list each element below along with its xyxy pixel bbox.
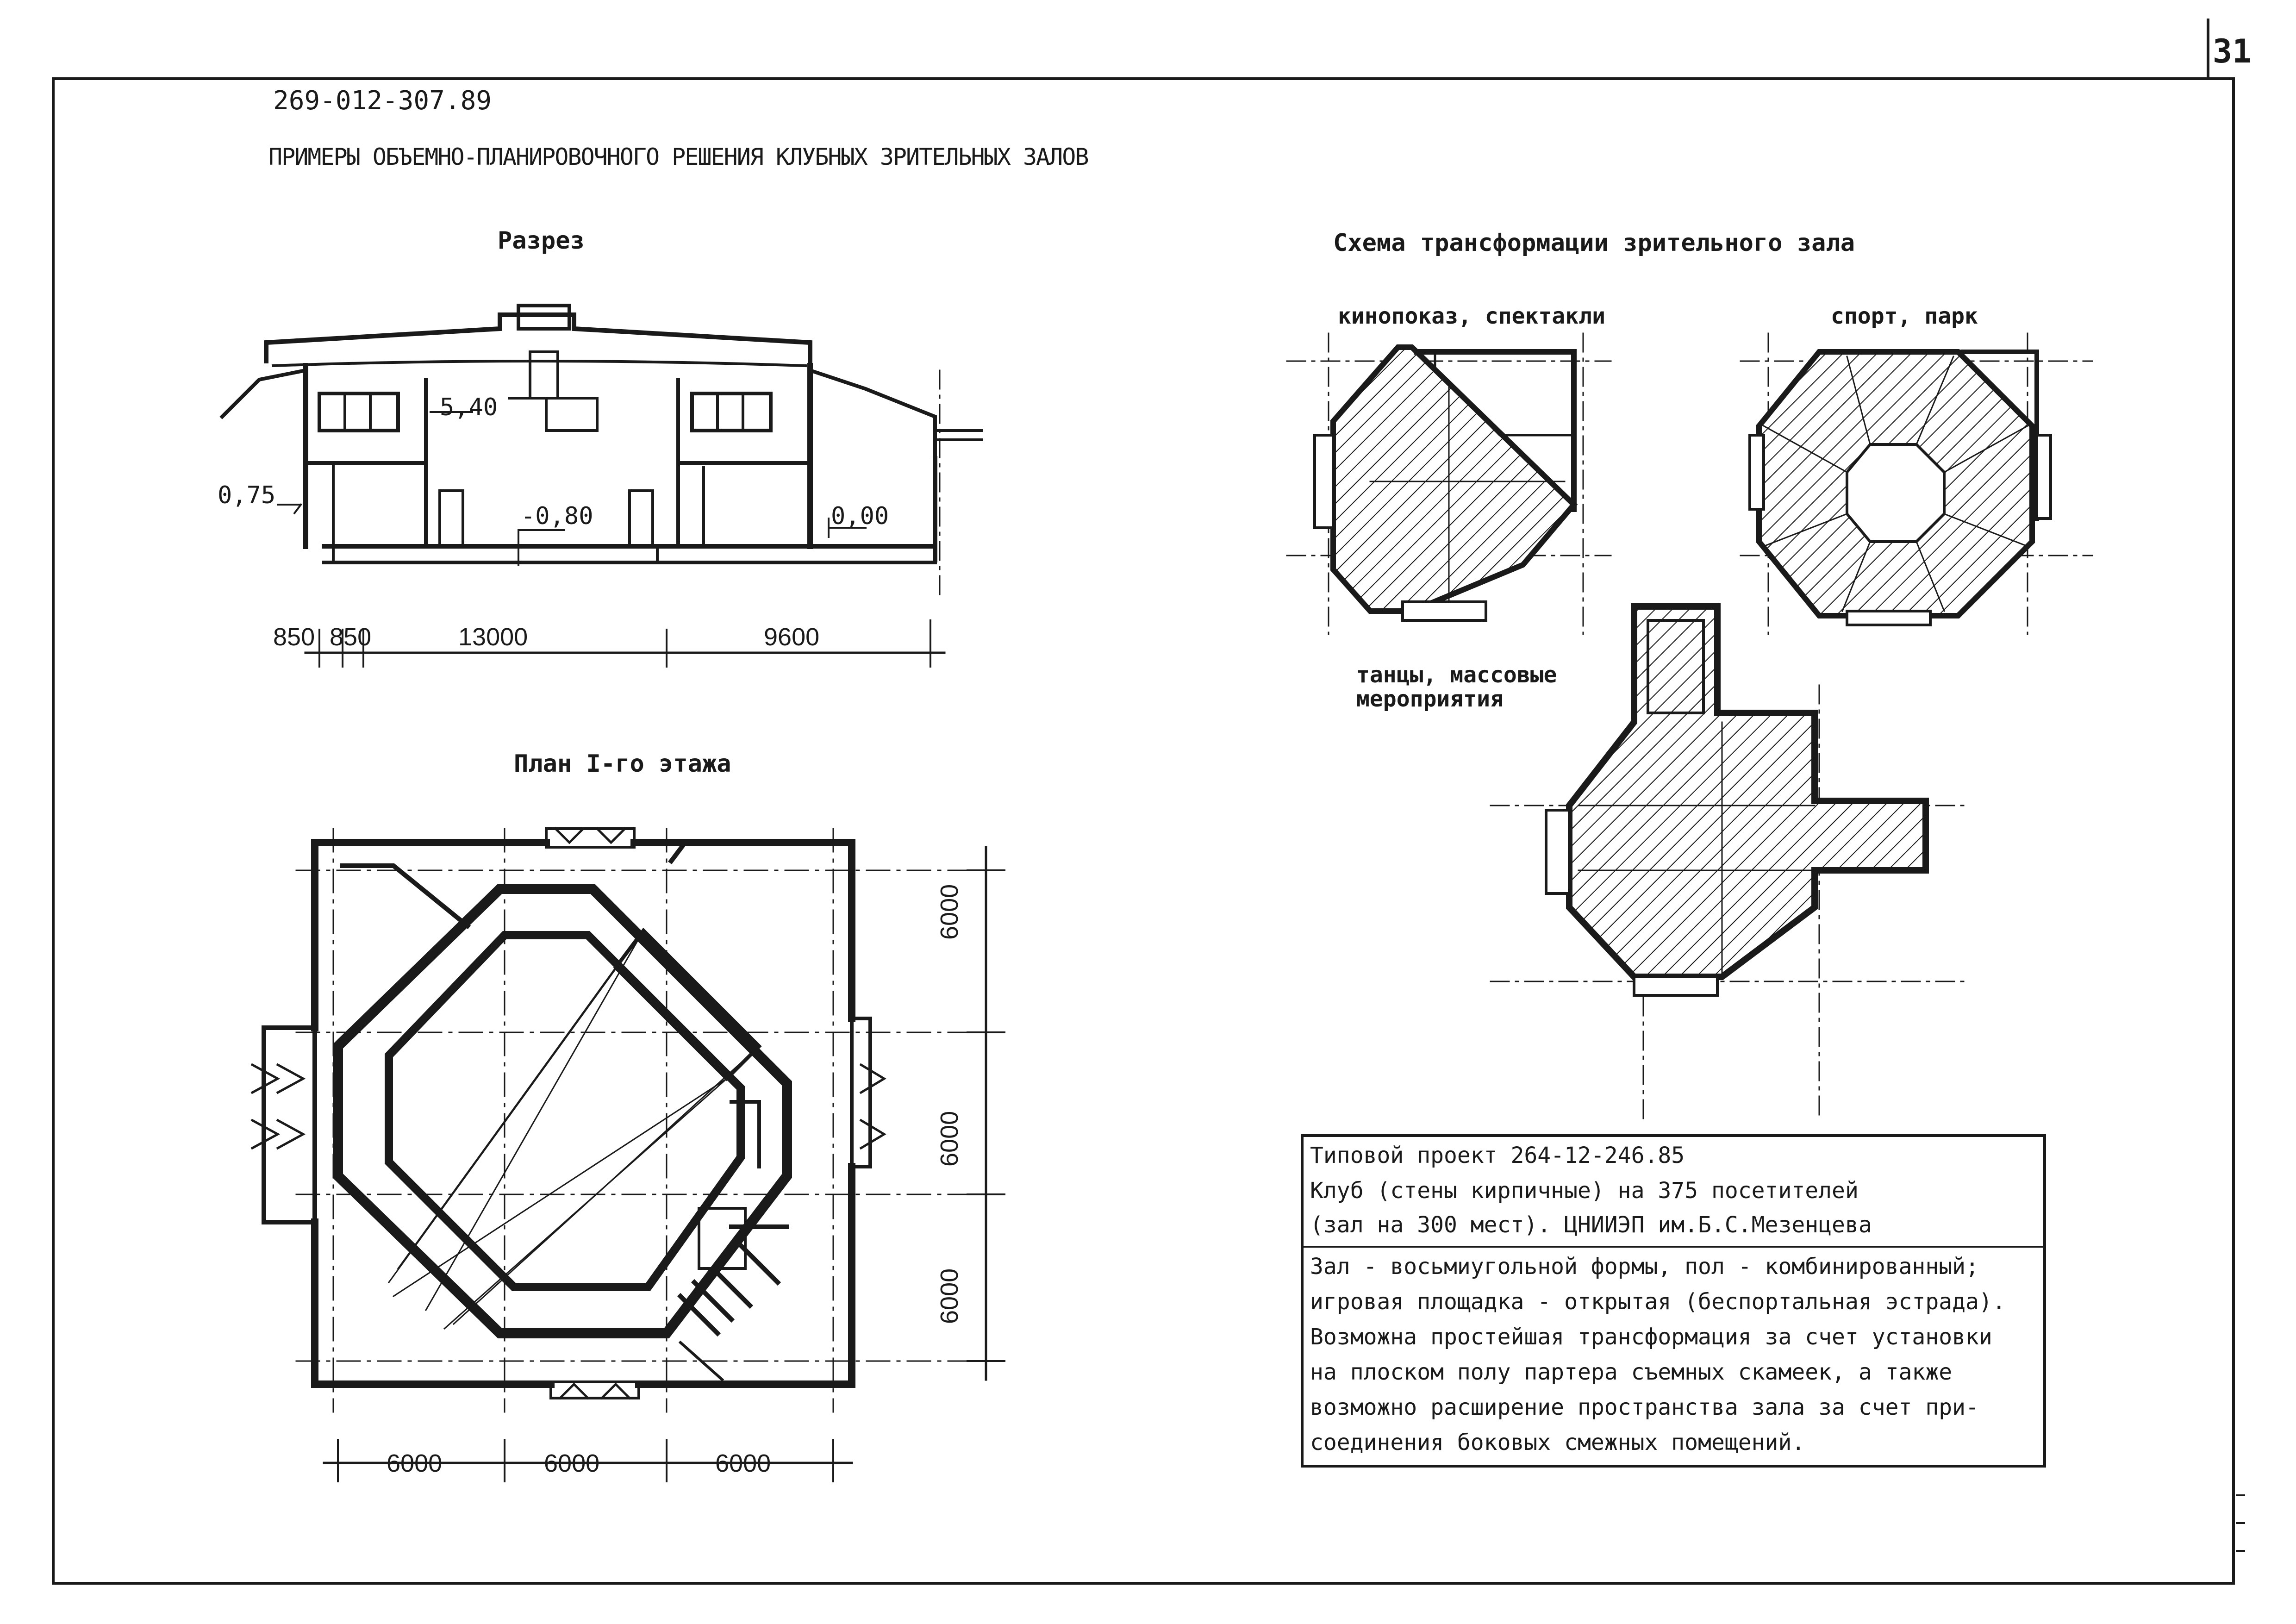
scheme-label-dance-2: мероприятия (1356, 686, 1504, 712)
scheme-label-cinema: кинопоказ, спектакли (1338, 303, 1605, 329)
scheme-label-sport: спорт, парк (1831, 303, 1978, 329)
info-body-4: на плоском полу партера съемных скамеек, а также (1310, 1359, 1953, 1385)
project-info-box (1301, 1134, 2046, 1468)
section-title: Разрез (498, 227, 585, 255)
section-dim-1: 850 (273, 623, 315, 651)
transformation-title: Схема трансформации зрительного зала (1333, 229, 1855, 257)
level-mark-zero: 0,00 (831, 502, 889, 530)
level-mark-upper: 5,40 (440, 394, 498, 421)
plan-dim-bottom-1: 6000 (387, 1449, 443, 1477)
plan-dim-right-1: 6000 (936, 884, 963, 940)
plan-title: План I-го этажа (514, 750, 731, 778)
section-drawing (222, 306, 981, 667)
scheme-dance (1491, 606, 1967, 1120)
info-divider (1304, 1246, 2043, 1248)
scheme-label-dance-1: танцы, массовые (1356, 662, 1557, 688)
drawing-code: 269-012-307.89 (273, 86, 492, 116)
scheme-cinema (1287, 333, 1611, 634)
section-dim-3: 13000 (458, 623, 528, 651)
plan-dim-bottom-2: 6000 (544, 1449, 600, 1477)
page-number: 31 (2213, 32, 2252, 70)
info-body-6: соединения боковых смежных помещений. (1310, 1430, 1805, 1455)
plan-dim-right-2: 6000 (936, 1111, 963, 1167)
plan-dim-bottom-3: 6000 (715, 1449, 771, 1477)
level-mark-hall: -0,80 (521, 502, 593, 530)
info-body-1: Зал - восьмиугольной формы, пол - комбинированный; (1310, 1254, 1979, 1280)
info-body-3: Возможна простейшая трансформация за счет установки (1310, 1324, 1992, 1350)
plan-drawing (252, 829, 1004, 1481)
sheet-title: ПРИМЕРЫ ОБЪЕМНО-ПЛАНИРОВОЧНОГО РЕШЕНИЯ КЛУБНЫХ ЗРИТЕЛЬНЫХ ЗАЛОВ (268, 144, 1088, 170)
section-dim-2: 850 (330, 623, 372, 651)
info-header-2: Клуб (стены кирпичные) на 375 посетителей (1310, 1178, 1859, 1204)
info-body-5: возможно расширение пространства зала за счет при- (1310, 1394, 1979, 1420)
level-mark-left: 0,75 (218, 481, 276, 509)
info-body-2: игровая площадка - открытая (беспортальная эстрада). (1310, 1289, 2006, 1315)
info-header-3: (зал на 300 мест). ЦНИИЭП им.Б.С.Мезенцева (1310, 1212, 1872, 1238)
section-dim-4: 9600 (764, 623, 820, 651)
info-header-1: Типовой проект 264-12-246.85 (1310, 1143, 1685, 1168)
plan-dim-right-3: 6000 (936, 1268, 963, 1324)
scheme-sport (1741, 333, 2092, 634)
